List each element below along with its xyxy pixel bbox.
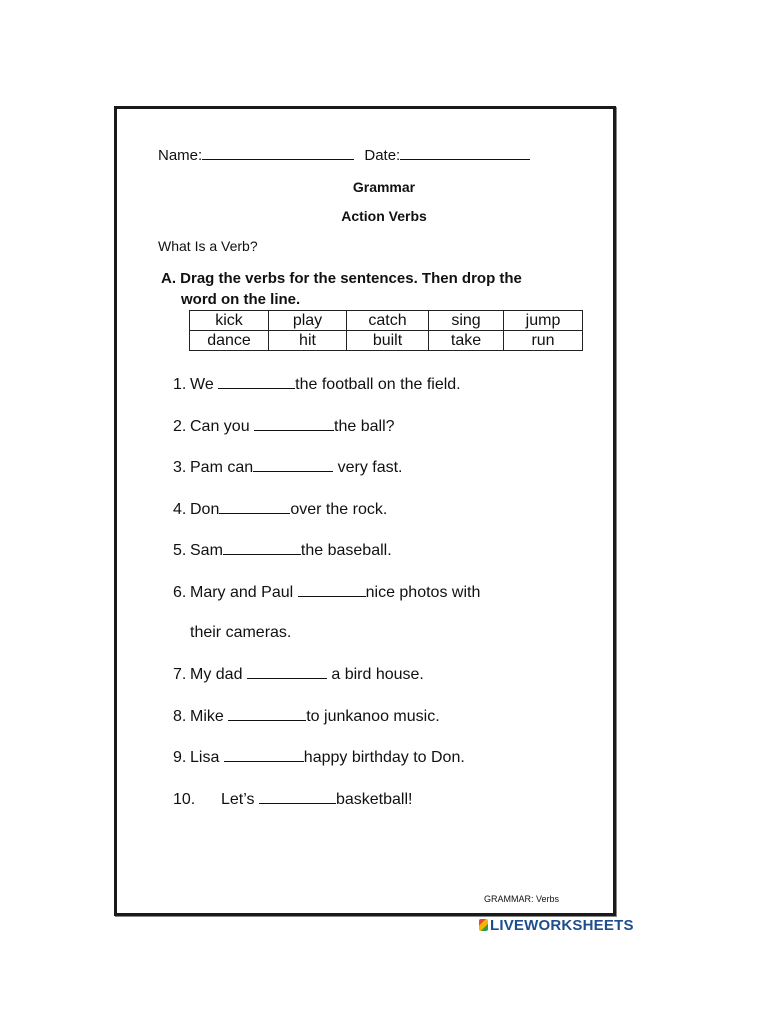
sentence-number: 5. [173,542,187,559]
word-option[interactable]: sing [429,311,504,331]
sentence-3 [173,458,403,477]
sentence-text: Pam can [190,459,254,476]
sentence-6 [173,583,480,602]
sentence-text: basketball! [335,791,413,808]
sentence-1 [173,375,461,394]
date-field[interactable] [400,147,530,160]
footer-label: GRAMMAR: Verbs [484,894,560,904]
liveworksheets-logo[interactable] [479,917,634,934]
sentence-number: 9. [173,749,187,766]
sentence-text: happy birthday to Don. [303,749,465,766]
sentence-text: Lisa [190,749,224,766]
word-option[interactable]: take [429,331,504,351]
sentence-number: 7. [173,666,187,683]
sentence-text: a bird house. [326,666,424,683]
sentence-number: 1. [173,376,187,393]
answer-blank[interactable] [223,541,301,555]
sentence-10 [173,790,412,809]
sentence-number: 6. [173,584,187,601]
answer-blank[interactable] [224,748,304,762]
sentence-5 [173,541,392,560]
answer-blank[interactable] [219,500,290,514]
word-bank-table [189,310,583,351]
sentence-9 [173,748,465,767]
sentence-text: the baseball. [300,542,392,559]
sentence-text: My dad [190,666,247,683]
answer-blank[interactable] [254,417,334,431]
sentence-4 [173,500,387,519]
subject-title: Grammar [352,179,416,195]
sentence-6-continuation: their cameras. [190,624,292,641]
name-field[interactable] [202,147,354,160]
word-option[interactable]: catch [347,311,429,331]
sentence-2 [173,417,395,436]
answer-blank[interactable] [253,458,333,472]
word-option[interactable]: run [504,331,583,351]
word-option[interactable]: dance [190,331,269,351]
sentence-text: to junkanoo music. [306,708,440,725]
sentence-number: 8. [173,708,187,725]
sentence-text: the ball? [334,418,395,435]
sentence-7 [173,665,424,684]
sentence-text: We [190,376,219,393]
sentence-text: Sam [190,542,223,559]
section-question: What Is a Verb? [158,238,258,254]
word-option[interactable]: play [269,311,347,331]
instructions-line-1: A. Drag the verbs for the sentences. Then drop the [161,270,522,287]
date-label: Date: [364,147,401,164]
sentence-number: 4. [173,501,187,518]
sentence-number: 10. [173,791,196,808]
sentence-text: Mary and Paul [190,584,298,601]
word-option[interactable]: hit [269,331,347,351]
sentence-text: Mike [190,708,229,725]
name-label: Name: [158,147,203,164]
sentence-text: very fast. [333,459,403,476]
topic-title: Action Verbs [341,208,427,224]
sentence-text: Let’s [221,791,259,808]
liveworksheets-logo-icon [479,919,488,931]
sentence-text: Don [190,501,220,518]
word-option[interactable]: built [347,331,429,351]
word-option[interactable]: jump [504,311,583,331]
instructions [161,268,522,310]
answer-blank[interactable] [298,583,366,597]
sentence-text: the football on the field. [295,376,461,393]
answer-blank[interactable] [259,790,336,804]
name-date-row [158,147,530,164]
word-bank-row [190,331,583,351]
answer-blank[interactable] [247,665,327,679]
answer-blank[interactable] [218,375,295,389]
instructions-line-2: word on the line. [181,291,301,308]
sentence-text: Can you [190,418,255,435]
answer-blank[interactable] [228,707,306,721]
word-bank-row [190,311,583,331]
sentence-8 [173,707,440,726]
sentence-number: 3. [173,459,187,476]
sentence-number: 2. [173,418,187,435]
sentence-text: over the rock. [290,501,388,518]
sentence-text: nice photos with [365,584,481,601]
word-option[interactable]: kick [190,311,269,331]
brand-name: LIVEWORKSHEETS [490,917,634,934]
